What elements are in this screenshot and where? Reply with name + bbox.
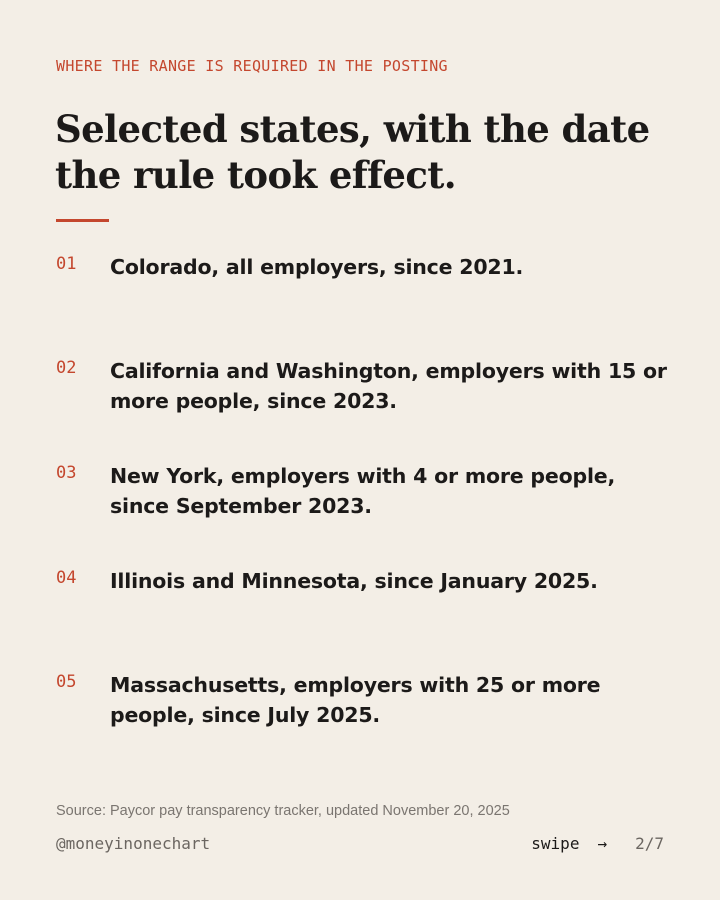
item-number: 04 [56,568,77,588]
item-text: Massachusetts, employers with 25 or more people, since July 2025. [110,673,601,727]
item-number: 05 [56,672,77,692]
item-number: 02 [56,358,77,378]
item-number: 01 [56,254,77,274]
swipe-label: swipe [531,834,580,853]
item-text: New York, employers with 4 or more people, since September 2023. [110,464,616,518]
arrow-right-icon[interactable]: → [597,834,608,853]
page-title: Selected states, with the date the rule took effect. [55,107,650,197]
kicker-label: WHERE THE RANGE IS REQUIRED IN THE POSTING [56,57,448,75]
item-number: 03 [56,463,77,483]
item-text: California and Washington, employers with 15 or more people, since 2023. [110,359,667,413]
item-text: Colorado, all employers, since 2021. [110,255,524,279]
item-text: Illinois and Minnesota, since January 2025. [110,569,598,593]
source-note: Source: Paycor pay transparency tracker, updated November 20, 2025 [56,803,510,819]
page-indicator: 2/7 [635,834,664,853]
account-handle: @moneyinonechart [56,834,211,853]
pagination[interactable] [531,834,664,853]
